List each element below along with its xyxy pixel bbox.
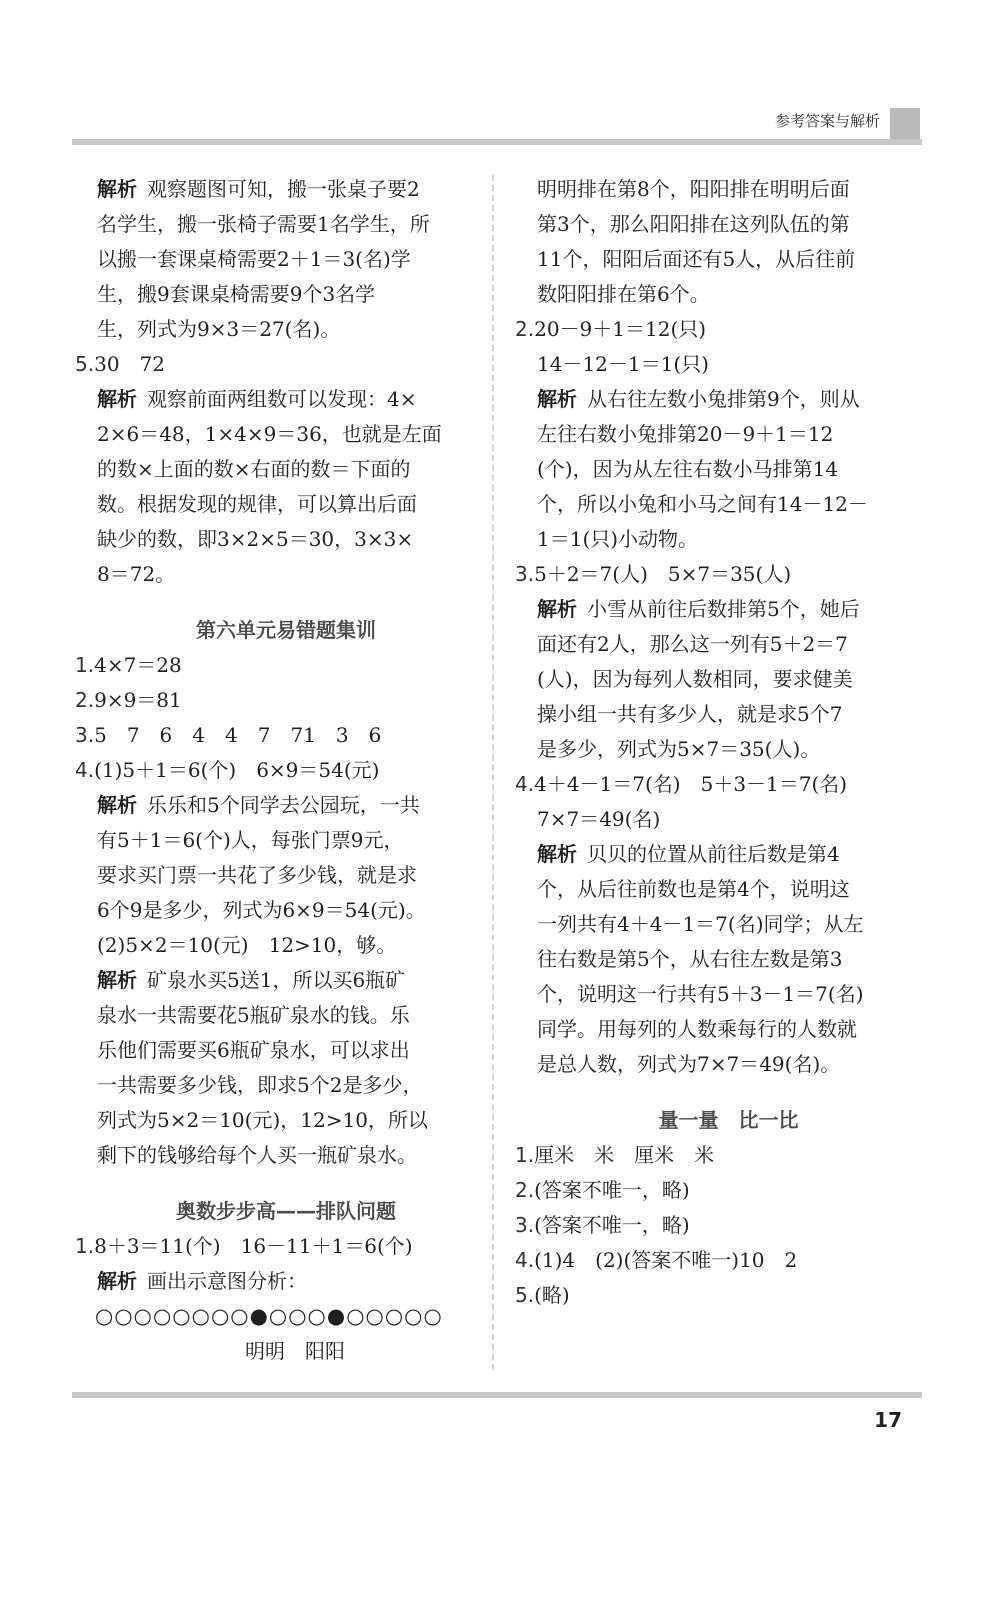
queue-diagram: ○○○○○○○○●○○○●○○○○○ xyxy=(95,1304,443,1328)
text-line: 是多少，列式为5×7＝35(人)。 xyxy=(537,737,821,761)
answer-line xyxy=(75,753,475,788)
answer-text: 30 72 xyxy=(94,352,165,376)
section-heading: 奥数步步高——排队问题 xyxy=(176,1199,396,1223)
text-line: 一列共有4＋4－1＝7(名)同学；从左 xyxy=(537,912,864,936)
text-line: 8＝72。 xyxy=(97,562,176,586)
question-number: 1. xyxy=(75,653,95,677)
text-line: 7×7＝49(名) xyxy=(537,807,661,831)
text-line: (个)，因为从左往右数小马排第14 xyxy=(537,457,839,481)
answer-line xyxy=(515,1138,920,1173)
answer-line xyxy=(75,347,475,382)
question-number: 5. xyxy=(75,352,95,376)
analysis-text: 观察前面两组数可以发现：4× xyxy=(147,387,417,411)
answer-text: 4×7＝28 xyxy=(94,653,182,677)
answer-text: 9×9＝81 xyxy=(94,688,182,712)
analysis-keyword: 解析 xyxy=(97,177,137,201)
answer-text: (1)4 (2)(答案不唯一)10 2 xyxy=(534,1248,798,1272)
text-line: 个，说明这一行共有5＋3－1＝7(名) xyxy=(537,982,864,1006)
text-line: 数阳阳排在第6个。 xyxy=(537,282,710,306)
column-divider xyxy=(492,175,494,1370)
analysis-keyword: 解析 xyxy=(537,597,577,621)
answer-line xyxy=(515,557,920,592)
analysis-line xyxy=(515,382,920,417)
answer-text: (略) xyxy=(534,1283,570,1307)
section-heading: 量一量 比一比 xyxy=(658,1108,799,1132)
analysis-keyword: 解析 xyxy=(537,842,577,866)
question-number: 2. xyxy=(515,1178,535,1202)
answer-text: 4＋4－1＝7(名) 5＋3－1＝7(名) xyxy=(534,772,848,796)
analysis-keyword: 解析 xyxy=(97,793,137,817)
text-line: 往右数是第5个，从右往左数是第3 xyxy=(537,947,843,971)
question-number: 2. xyxy=(515,317,535,341)
analysis-line xyxy=(515,592,920,627)
answer-text: (答案不唯一，略) xyxy=(534,1178,690,1202)
text-line: 要求买门票一共花了多少钱，就是求 xyxy=(97,863,417,887)
analysis-text: 矿泉水买5送1，所以买6瓶矿 xyxy=(147,968,406,992)
question-number: 3. xyxy=(515,562,535,586)
text-line: 个，从后往前数也是第4个，说明这 xyxy=(537,877,850,901)
text-line: 生，列式为9×3＝27(名)。 xyxy=(97,317,341,341)
text-line: 11个，阳阳后面还有5人，从后往前 xyxy=(537,247,856,271)
analysis-line xyxy=(515,837,920,872)
answer-line xyxy=(515,1173,920,1208)
text-line: 名学生，搬一张椅子需要1名学生，所 xyxy=(97,212,430,236)
text-line: 以搬一套课桌椅需要2＋1＝3(名)学 xyxy=(97,247,411,271)
analysis-text: 小雪从前往后数排第5个，她后 xyxy=(587,597,860,621)
text-line: 有5＋1＝6(个)人，每张门票9元， xyxy=(97,828,404,852)
text-line: 生，搬9套课桌椅需要9个3名学 xyxy=(97,282,376,306)
answer-text: 厘米 米 厘米 米 xyxy=(534,1143,715,1167)
text-line: 泉水一共需要花5瓶矿泉水的钱。乐 xyxy=(97,1003,410,1027)
queue-diagram-labels: 明明 阳阳 xyxy=(245,1339,345,1363)
question-number: 5. xyxy=(515,1283,535,1307)
text-line: 缺少的数，即3×2×5＝30，3×3× xyxy=(97,527,414,551)
answer-text: 20－9＋1＝12(只) xyxy=(534,317,707,341)
question-number: 4. xyxy=(75,758,95,782)
text-line: (2)5×2＝10(元) 12>10，够。 xyxy=(97,933,397,957)
text-line: 操小组一共有多少人，就是求5个7 xyxy=(537,702,843,726)
right-column xyxy=(515,172,920,1313)
answer-line xyxy=(515,767,920,802)
text-line: 剩下的钱够给每个人买一瓶矿泉水。 xyxy=(97,1143,417,1167)
text-line: 数。根据发现的规律，可以算出后面 xyxy=(97,492,417,516)
text-line: 是总人数，列式为7×7＝49(名)。 xyxy=(537,1052,841,1076)
answer-text: 5 7 6 4 4 7 71 3 6 xyxy=(94,723,382,747)
text-line: 明明排在第8个，阳阳排在明明后面 xyxy=(537,177,850,201)
answer-text: 8＋3＝11(个) 16－11＋1＝6(个) xyxy=(94,1234,413,1258)
analysis-text: 贝贝的位置从前往后数是第4 xyxy=(587,842,840,866)
text-line: 左往右数小兔排第20－9＋1＝12 xyxy=(537,422,834,446)
page-number: 17 xyxy=(874,1408,902,1432)
analysis-line xyxy=(75,788,475,823)
analysis-keyword: 解析 xyxy=(537,387,577,411)
analysis-text: 观察题图可知，搬一张桌子要2 xyxy=(147,177,420,201)
text-line: 第3个，那么阳阳排在这列队伍的第 xyxy=(537,212,850,236)
text-line: 同学。用每列的人数乘每行的人数就 xyxy=(537,1017,857,1041)
answer-line xyxy=(515,312,920,347)
analysis-text: 乐乐和5个同学去公园玩，一共 xyxy=(147,793,420,817)
question-number: 4. xyxy=(515,772,535,796)
answer-text: (答案不唯一，略) xyxy=(534,1213,690,1237)
answer-text: 5＋2＝7(人) 5×7＝35(人) xyxy=(534,562,792,586)
text-line: 2×6＝48，1×4×9＝36，也就是左面 xyxy=(97,422,442,446)
top-rule xyxy=(72,139,922,145)
analysis-line xyxy=(75,382,475,417)
question-number: 3. xyxy=(515,1213,535,1237)
text-line: 乐他们需要买6瓶矿泉水，可以求出 xyxy=(97,1038,410,1062)
answer-line xyxy=(515,1278,920,1313)
text-line: 个，所以小兔和小马之间有14－12－ xyxy=(537,492,868,516)
answer-line xyxy=(75,648,475,683)
question-number: 4. xyxy=(515,1248,535,1272)
text-line: 一共需要多少钱，即求5个2是多少， xyxy=(97,1073,423,1097)
analysis-text: 画出示意图分析： xyxy=(147,1269,307,1293)
answer-text: (1)5＋1＝6(个) 6×9＝54(元) xyxy=(94,758,380,782)
analysis-line xyxy=(75,963,475,998)
section-heading: 第六单元易错题集训 xyxy=(196,618,376,642)
question-number: 2. xyxy=(75,688,95,712)
answer-line xyxy=(75,718,475,753)
text-line: (人)，因为每列人数相同，要求健美 xyxy=(537,667,853,691)
question-number: 3. xyxy=(75,723,95,747)
question-number: 1. xyxy=(75,1234,95,1258)
answer-line xyxy=(75,1229,475,1264)
text-line: 14－12－1＝1(只) xyxy=(537,352,709,376)
text-line: 列式为5×2＝10(元)，12>10，所以 xyxy=(97,1108,428,1132)
question-number: 1. xyxy=(515,1143,535,1167)
text-line: 面还有2人，那么这一列有5＋2＝7 xyxy=(537,632,848,656)
analysis-line xyxy=(75,172,475,207)
answer-line xyxy=(75,683,475,718)
left-column xyxy=(75,172,475,1369)
bottom-rule xyxy=(72,1392,922,1398)
answer-line xyxy=(515,1208,920,1243)
analysis-keyword: 解析 xyxy=(97,387,137,411)
text-line: 1＝1(只)小动物。 xyxy=(537,527,699,551)
header-title: 参考答案与解析 xyxy=(774,112,880,130)
analysis-keyword: 解析 xyxy=(97,1269,137,1293)
text-line: 6个9是多少，列式为6×9＝54(元)。 xyxy=(97,898,426,922)
analysis-text: 从右往左数小兔排第9个，则从 xyxy=(587,387,860,411)
text-line: 的数×上面的数×右面的数＝下面的 xyxy=(97,457,411,481)
answer-line xyxy=(515,1243,920,1278)
analysis-keyword: 解析 xyxy=(97,968,137,992)
analysis-line xyxy=(75,1264,475,1299)
